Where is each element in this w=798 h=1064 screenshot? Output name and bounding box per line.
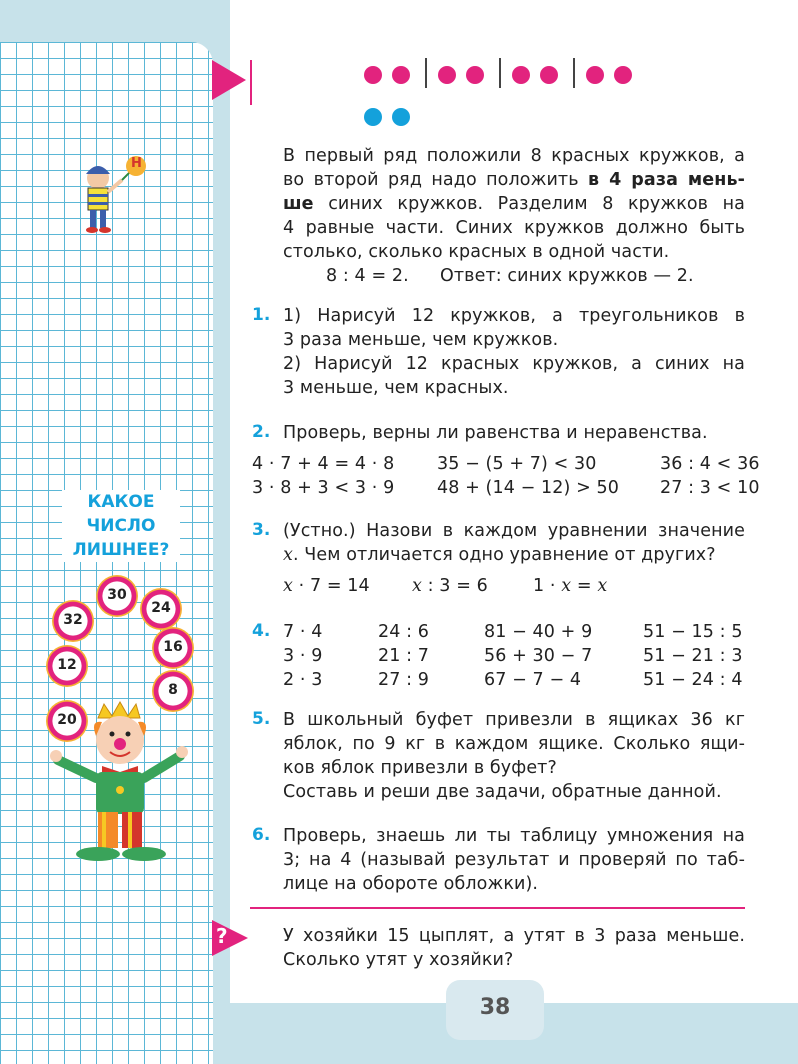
puzzle-line-2: Сколько утят у хозяйки? [283, 950, 514, 970]
blue-dot [364, 108, 382, 126]
task-4-expr: 56 + 30 − 7 [484, 646, 593, 666]
pink-dot [364, 66, 382, 84]
side-question-line-1: КАКОЕ [62, 490, 180, 514]
task-2-expr: 36 : 4 < 36 [660, 454, 760, 474]
intro-line-4: 4 равные части. Синих кружков должно быть [283, 218, 745, 238]
task-3-line-2: x. Чем отличается одно уравнение от других? [283, 545, 716, 565]
pink-dot [512, 66, 530, 84]
task-4-expr: 51 − 21 : 3 [643, 646, 743, 666]
section-marker [212, 60, 246, 100]
task-4-expr: 24 : 6 [378, 622, 430, 642]
side-question-line-3: ЛИШНЕЕ? [62, 538, 180, 562]
task-4-expr: 7 · 4 [283, 622, 323, 642]
page-fold [213, 0, 230, 1064]
intro-bold-2: ше [283, 194, 314, 214]
pink-dot [540, 66, 558, 84]
task-2-expr: 3 · 8 + 3 < 3 · 9 [252, 478, 395, 498]
ball-20: 20 [46, 700, 88, 742]
task-6-line-2: 3; на 4 (называй результат и проверяй по таб- [283, 850, 745, 870]
intro-equation: 8 : 4 = 2. [326, 266, 409, 286]
task-1-number: 1. [252, 305, 271, 325]
intro-line-2: во второй ряд надо положить в 4 раза мень- [283, 170, 745, 190]
task-4-expr: 27 : 9 [378, 670, 430, 690]
boy-badge: Н [131, 156, 142, 171]
task-4-expr: 51 − 24 : 4 [643, 670, 743, 690]
section-marker-line [250, 60, 252, 105]
task-3-eq-2: x : 3 = 6 [412, 576, 488, 596]
task-1-line-2: 3 раза меньше, чем кружков. [283, 330, 559, 350]
task-6-number: 6. [252, 825, 271, 845]
dot-separator [573, 58, 575, 88]
clown-illustration [40, 700, 200, 870]
task-4-expr: 21 : 7 [378, 646, 430, 666]
intro-answer: Ответ: синих кружков — 2. [440, 266, 694, 286]
page-number: 38 [479, 995, 511, 1020]
task-1-line-4: 3 меньше, чем красных. [283, 378, 509, 398]
task-2-expr: 4 · 7 + 4 = 4 · 8 [252, 454, 395, 474]
task-4-number: 4. [252, 621, 271, 641]
side-question-line-2: ЧИСЛО [62, 514, 180, 538]
intro-line-5: столько, сколько красных в одной части. [283, 242, 670, 262]
ball-32: 32 [52, 600, 94, 642]
task-2-text: Проверь, верны ли равенства и неравенства. [283, 423, 708, 443]
task-2-expr: 35 − (5 + 7) < 30 [437, 454, 597, 474]
task-5-line-3: ков яблок привезли в буфет? [283, 758, 557, 778]
task-3-eq-1: x · 7 = 14 [283, 576, 370, 596]
task-4-expr: 3 · 9 [283, 646, 323, 666]
intro-bold-1: в 4 раза мень- [588, 170, 745, 190]
task-5-line-2: яблок, по 9 кг в каждом ящике. Сколько ящи- [283, 734, 745, 754]
task-5-line-1: В школьный буфет привезли в ящиках 36 кг [283, 710, 745, 730]
ball-8: 8 [152, 670, 194, 712]
task-2-expr: 48 + (14 − 12) > 50 [437, 478, 619, 498]
task-2-expr: 27 : 3 < 10 [660, 478, 760, 498]
dot-separator [499, 58, 501, 88]
ball-30: 30 [96, 575, 138, 617]
intro-line-1: В первый ряд положили 8 красных кружков, а [283, 146, 745, 166]
ball-12: 12 [46, 645, 88, 687]
task-6-line-1: Проверь, знаешь ли ты таблицу умножения на [283, 826, 745, 846]
task-6-line-3: лице на обороте обложки). [283, 874, 539, 894]
task-4-expr: 67 − 7 − 4 [484, 670, 582, 690]
task-4-expr: 2 · 3 [283, 670, 323, 690]
pink-dot [438, 66, 456, 84]
blue-dot [392, 108, 410, 126]
task-3-eq-3: 1 · x = x [533, 576, 608, 596]
puzzle-divider [250, 907, 745, 909]
question-mark-icon: ? [216, 924, 228, 948]
boy-with-flower-illustration [78, 150, 158, 235]
pink-dot [586, 66, 604, 84]
ball-24: 24 [140, 588, 182, 630]
task-2-number: 2. [252, 422, 271, 442]
task-4-expr: 81 − 40 + 9 [484, 622, 593, 642]
intro-line-3: ше синих кружков. Разделим 8 кружков на [283, 194, 745, 214]
pink-dot [392, 66, 410, 84]
task-1-line-1: 1) Нарисуй 12 кружков, а треугольников в [283, 306, 745, 326]
task-5-line-4: Составь и реши две задачи, обратные данной. [283, 782, 722, 802]
task-5-number: 5. [252, 709, 271, 729]
pink-dot [614, 66, 632, 84]
pink-dot [466, 66, 484, 84]
task-4-expr: 51 − 15 : 5 [643, 622, 743, 642]
task-3-number: 3. [252, 520, 271, 540]
task-1-line-3: 2) Нарисуй 12 красных кружков, а синих на [283, 354, 745, 374]
task-3-line-1: (Устно.) Назови в каждом уравнении значение [283, 521, 745, 541]
dot-separator [425, 58, 427, 88]
puzzle-line-1: У хозяйки 15 цыплят, а утят в 3 раза меньше. [283, 926, 745, 946]
ball-16: 16 [152, 627, 194, 669]
